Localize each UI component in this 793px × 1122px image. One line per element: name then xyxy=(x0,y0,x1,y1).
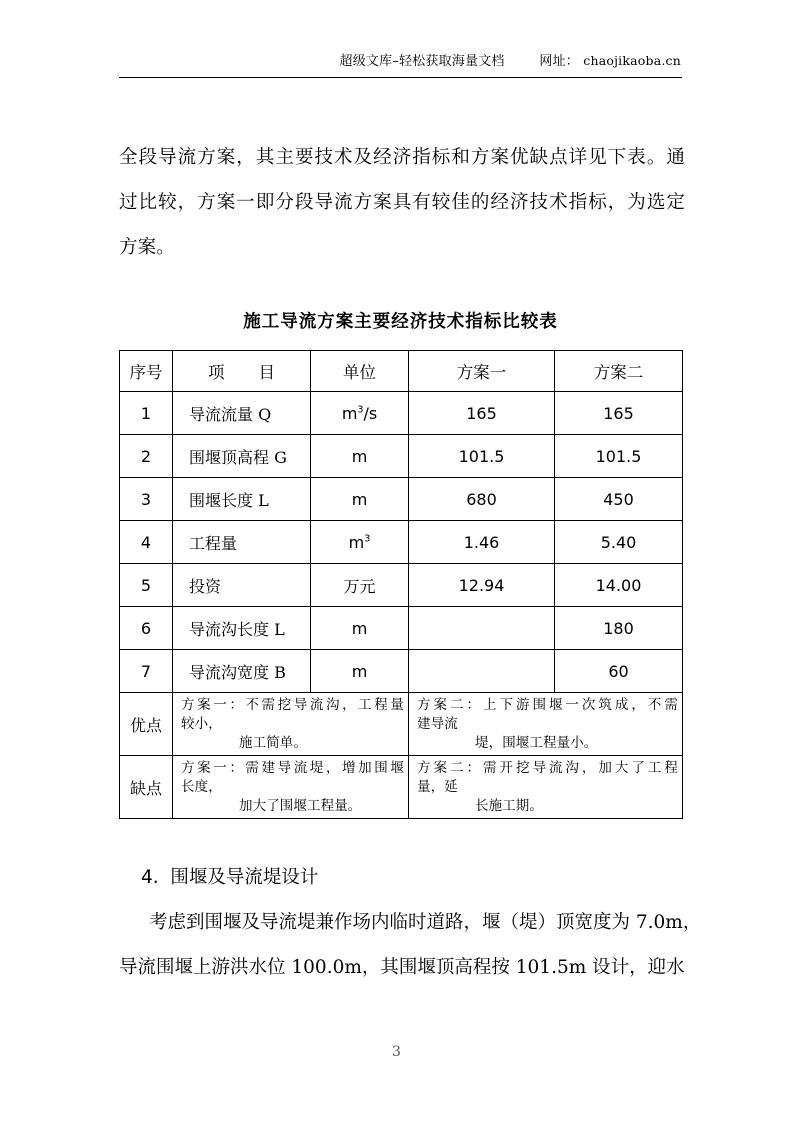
column-header-no: 序号 xyxy=(120,351,173,392)
column-header-item xyxy=(173,351,311,392)
intro-paragraph xyxy=(119,135,685,270)
cell-plan2-value: 101.5 xyxy=(555,435,683,478)
page-running-header xyxy=(119,52,681,71)
cell-row-number: 4 xyxy=(120,521,173,564)
page-number: 3 xyxy=(392,1044,401,1060)
cell-row-number: 3 xyxy=(120,478,173,521)
unit-base: m xyxy=(351,446,368,466)
economic-indicator-comparison-table xyxy=(119,350,683,819)
cell-plan1-value: 165 xyxy=(409,392,555,435)
disadvantages-plan1-text xyxy=(181,759,404,816)
cell-disadvantages-plan1 xyxy=(173,756,409,819)
advantages-plan1-line-1: 方案一：不需挖导流沟，工程量 xyxy=(181,696,404,713)
unit-superscript: 3 xyxy=(364,533,371,545)
unit-superscript: 3 xyxy=(357,404,364,416)
cell-plan2-value: 5.40 xyxy=(555,521,683,564)
table-disadvantages-row xyxy=(120,756,683,819)
advantages-plan1-line-2: 较小， xyxy=(181,715,222,732)
table-row xyxy=(120,650,683,693)
section-body-line-1: 考虑到围堰及导流堤兼作场内临时道路，堰（堤）顶宽度为 7.0m， xyxy=(149,912,702,933)
intro-line-2: 过比较，方案一即分段导流方案具有较佳的经济技术指标，为选定 xyxy=(119,192,685,213)
cell-row-number: 5 xyxy=(120,564,173,607)
disadvantages-plan1-line-2: 长度， xyxy=(181,778,222,795)
section-heading-text: 围堰及导流堤设计 xyxy=(170,867,319,888)
table-row xyxy=(120,478,683,521)
cell-row-number: 2 xyxy=(120,435,173,478)
cell-unit xyxy=(311,478,409,521)
cell-plan1-value xyxy=(409,607,555,650)
cell-item-name: 导流沟长度 L xyxy=(173,607,311,650)
advantages-plan2-text xyxy=(417,696,678,753)
column-header-plan2: 方案二 xyxy=(555,351,683,392)
cell-unit xyxy=(311,521,409,564)
header-url-label: 网址： xyxy=(539,54,579,69)
section-body-paragraph xyxy=(119,900,702,990)
disadvantages-plan1-line-1: 方案一：需建导流堤，增加围堰 xyxy=(181,759,404,776)
header-divider-rule xyxy=(119,77,682,78)
disadvantages-plan1-line-3: 加大了围堰工程量。 xyxy=(239,797,362,814)
cell-unit xyxy=(311,650,409,693)
advantages-plan2-line-1: 方案二：上下游围堰一次筑成，不需 xyxy=(417,696,678,713)
cell-advantages-plan1 xyxy=(173,693,409,756)
advantages-plan2-line-2: 建导流 xyxy=(417,715,458,732)
section-heading xyxy=(119,855,685,900)
table-row xyxy=(120,392,683,435)
cell-item-name: 围堰长度 L xyxy=(173,478,311,521)
unit-base: m xyxy=(348,532,365,552)
cell-item-name: 导流流量 Q xyxy=(173,392,311,435)
cell-item-name: 导流沟宽度 B xyxy=(173,650,311,693)
section-heading-number: 4. xyxy=(141,867,159,888)
cell-plan1-value xyxy=(409,650,555,693)
table-advantages-row xyxy=(120,693,683,756)
column-header-item-left: 项 xyxy=(208,363,225,382)
table-row xyxy=(120,564,683,607)
unit-base: m xyxy=(351,661,368,681)
unit-base: m xyxy=(351,618,368,638)
intro-line-1: 全段导流方案，其主要技术及经济指标和方案优缺点详见下表。通 xyxy=(119,147,685,168)
cell-disadvantages-plan2 xyxy=(409,756,683,819)
cell-row-number: 1 xyxy=(120,392,173,435)
column-header-unit: 单位 xyxy=(311,351,409,392)
cell-unit xyxy=(311,435,409,478)
cell-note-label-disadvantages: 缺点 xyxy=(120,756,173,819)
cell-plan2-value: 60 xyxy=(555,650,683,693)
cell-unit xyxy=(311,607,409,650)
disadvantages-plan2-line-3: 长施工期。 xyxy=(475,797,543,814)
disadvantages-plan2-line-1: 方案二：需开挖导流沟，加大了工程 xyxy=(417,759,678,776)
table-row xyxy=(120,607,683,650)
table-header-row xyxy=(120,351,683,392)
cell-advantages-plan2 xyxy=(409,693,683,756)
table-caption: 施工导流方案主要经济技术指标比较表 xyxy=(243,312,558,332)
advantages-plan1-line-3: 施工简单。 xyxy=(239,734,307,751)
cell-unit xyxy=(311,564,409,607)
cell-plan2-value: 165 xyxy=(555,392,683,435)
unit-base: m xyxy=(351,489,368,509)
unit-base: 万元 xyxy=(343,576,376,596)
advantages-plan1-text xyxy=(181,696,404,753)
section-heading-line xyxy=(119,855,685,900)
cell-unit xyxy=(311,392,409,435)
cell-item-name: 工程量 xyxy=(173,521,311,564)
cell-plan1-value: 12.94 xyxy=(409,564,555,607)
cell-row-number: 6 xyxy=(120,607,173,650)
column-header-item-right: 目 xyxy=(258,363,275,382)
cell-plan2-value: 450 xyxy=(555,478,683,521)
cell-note-label-advantages: 优点 xyxy=(120,693,173,756)
cell-plan1-value: 1.46 xyxy=(409,521,555,564)
cell-plan2-value: 14.00 xyxy=(555,564,683,607)
header-url: chaojikaoba.cn xyxy=(583,53,681,68)
intro-line-3: 方案。 xyxy=(119,237,175,258)
cell-row-number: 7 xyxy=(120,650,173,693)
header-site-title: 超级文库–轻松获取海量文档 xyxy=(339,54,505,69)
cell-item-name: 围堰顶高程 G xyxy=(173,435,311,478)
cell-plan2-value: 180 xyxy=(555,607,683,650)
cell-item-name: 投资 xyxy=(173,564,311,607)
advantages-plan2-line-3: 堤，围堰工程量小。 xyxy=(475,734,598,751)
table-row xyxy=(120,435,683,478)
disadvantages-plan2-line-2: 量，延 xyxy=(417,778,458,795)
unit-base: m xyxy=(341,403,358,423)
unit-tail: /s xyxy=(363,403,378,423)
section-body-line-2: 导流围堰上游洪水位 100.0m，其围堰顶高程按 101.5m 设计，迎水 xyxy=(119,957,685,978)
cell-plan1-value: 680 xyxy=(409,478,555,521)
cell-plan1-value: 101.5 xyxy=(409,435,555,478)
column-header-plan1: 方案一 xyxy=(409,351,555,392)
disadvantages-plan2-text xyxy=(417,759,678,816)
table-row xyxy=(120,521,683,564)
